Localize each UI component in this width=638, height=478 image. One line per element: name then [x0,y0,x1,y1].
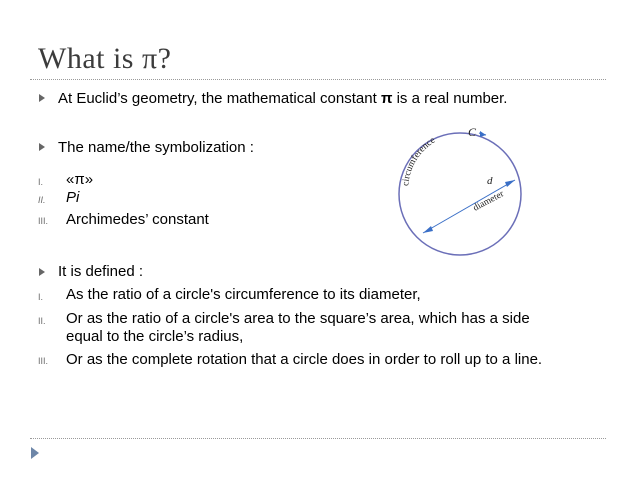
bullet-icon [39,143,45,151]
corner-triangle-icon [31,447,39,459]
pi-symbol: π [380,90,393,107]
definition-item: Or as the complete rotation that a circle does in order to roll up to a line. [66,351,543,368]
list-number: I. [38,292,44,302]
circle-diagram [380,120,540,270]
list-number: II. [38,316,46,326]
slide-title: What is π? [38,42,172,75]
c-arrow-head [480,131,486,137]
list-number: I. [38,177,44,187]
intro-text-part: is a real number. [392,90,508,107]
list-number: II. [38,195,46,205]
footer-divider [30,438,606,439]
bullet-icon [39,268,45,276]
diameter-line [423,180,515,233]
circumference-label: circumference [401,135,438,187]
c-label: C [468,125,477,139]
defined-heading: It is defined : [58,263,144,280]
d-label: d [487,175,493,187]
name-item: Pi [66,189,80,206]
diameter-arrow-start [423,226,433,233]
name-item: Archimedes’ constant [66,211,209,228]
definition-item: Or as the ratio of a circle's area to the square’s area, which has a side [66,310,530,327]
diameter-arrow-end [505,180,515,187]
intro-text [58,90,507,107]
list-number: III. [38,356,49,366]
bullet-icon [39,94,45,102]
title-divider [30,79,606,80]
names-heading: The name/the symbolization : [58,139,254,156]
name-item: «π» [66,171,94,188]
intro-text-part: At Euclid’s geometry, the mathematical constant [58,90,381,107]
diameter-label: diameter [471,189,506,214]
list-number: III. [38,216,49,226]
definition-item: equal to the circle’s radius, [66,328,244,345]
definition-item: As the ratio of a circle's circumference to its diameter, [66,286,421,303]
